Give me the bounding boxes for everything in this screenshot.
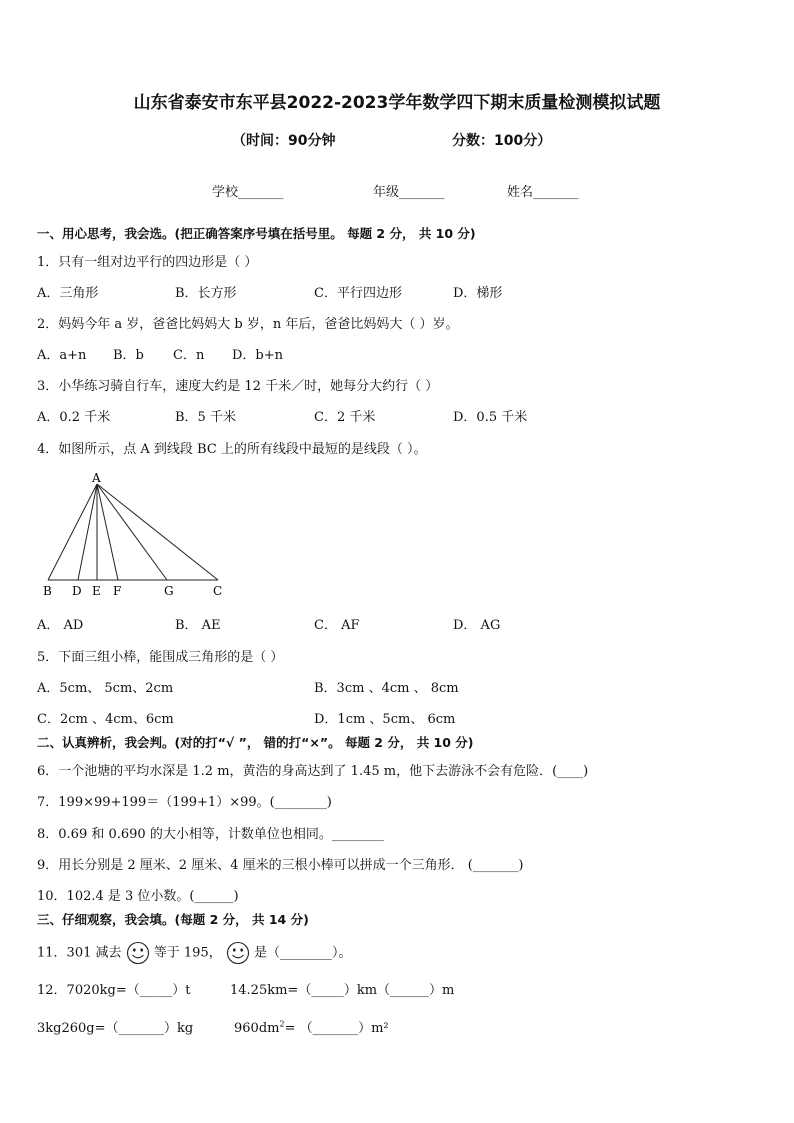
grade-field[interactable]: 年级_______	[373, 185, 445, 200]
q3-option-c[interactable]: C．2 千米	[314, 410, 376, 425]
label-a: A	[92, 471, 101, 485]
q12-part-1: 12．7020kg=（_____）t	[37, 983, 191, 998]
label-b: B	[43, 584, 52, 598]
q12-answer: = （_______）m²	[284, 1021, 389, 1036]
school-field[interactable]: 学校_______	[212, 185, 284, 200]
q12-960dm-sup: 2	[279, 1019, 285, 1029]
question-1: 1．只有一组对边平行的四边形是（ ）	[37, 255, 258, 270]
q4-option-d[interactable]: D． AG	[453, 618, 501, 633]
q5-option-b[interactable]: B．3cm 、4cm 、 8cm	[314, 681, 459, 696]
q12-part-2: 14.25km=（_____）km（______）m	[230, 983, 455, 998]
label-c: C	[213, 584, 223, 598]
question-10: 10．102.4 是 3 位小数。(______)	[37, 889, 239, 904]
question-9: 9．用长分别是 2 厘米、2 厘米、4 厘米的三根小棒可以拼成一个三角形． (_______)	[37, 858, 524, 873]
section2-heading: 二、认真辨析，我会判。(对的打“√ ”， 错的打“×”。 每题 2 分， 共 10 分)	[37, 735, 474, 750]
q12-part-3: 3kg260g=（_______）kg	[37, 1021, 194, 1036]
q12-960dm: 960dm	[234, 1021, 280, 1036]
q3-option-b[interactable]: B．5 千米	[175, 410, 236, 425]
q11-text-middle: 等于 195，	[153, 945, 222, 961]
question-5: 5．下面三组小棒，能围成三角形的是（ ）	[37, 650, 284, 665]
question-8: 8．0.69 和 0.690 的大小相等，计数单位也相同。________	[37, 827, 384, 842]
label-f: F	[113, 584, 122, 598]
q11-text-end: 是（________）。	[254, 945, 352, 961]
q5-option-d[interactable]: D．1cm 、5cm、 6cm	[314, 712, 456, 727]
q5-option-a[interactable]: A．5cm、 5cm、2cm	[37, 681, 174, 696]
q2-option-a[interactable]: A．a+n	[37, 348, 87, 363]
question-4: 4．如图所示，点 A 到线段 BC 上的所有线段中最短的是线段（ ）。	[37, 442, 427, 457]
label-d: D	[72, 584, 82, 598]
name-field[interactable]: 姓名_______	[507, 185, 579, 200]
triangle-figure	[36, 466, 236, 602]
question-2: 2．妈妈今年 a 岁，爸爸比妈妈大 b 岁，n 年后，爸爸比妈妈大（ ）岁。	[37, 317, 459, 332]
q5-option-c[interactable]: C．2cm 、4cm、6cm	[37, 712, 174, 727]
q11-text-start: 11．301 减去	[37, 945, 122, 961]
label-e: E	[92, 584, 101, 598]
q1-option-c[interactable]: C．平行四边形	[314, 286, 402, 301]
exam-title: 山东省泰安市东平县2022-2023学年数学四下期末质量检测模拟试题	[133, 93, 661, 113]
q12-part-4	[234, 1017, 389, 1036]
question-7: 7．199×99+199＝（199+1）×99。(________)	[37, 795, 332, 810]
question-3: 3．小华练习骑自行车，速度大约是 12 千米／时，她每分大约行（ ）	[37, 379, 439, 394]
exam-time: （时间：90分钟	[232, 133, 336, 149]
question-6: 6．一个池塘的平均水深是 1.2 m，黄浩的身高达到了 1.45 m，他下去游泳不会有危险．(____)	[37, 764, 589, 779]
smiley-face-icon	[126, 941, 150, 965]
q2-option-b[interactable]: B．b	[113, 348, 144, 363]
q4-option-a[interactable]: A． AD	[37, 618, 84, 633]
q1-option-a[interactable]: A．三角形	[37, 286, 99, 301]
section3-heading: 三、仔细观察，我会填。(每题 2 分， 共 14 分)	[37, 912, 309, 927]
smiley-face-icon	[226, 941, 250, 965]
q2-option-d[interactable]: D．b+n	[232, 348, 284, 363]
q1-option-b[interactable]: B．长方形	[175, 286, 237, 301]
q2-option-c[interactable]: C．n	[173, 348, 205, 363]
section1-heading: 一、用心思考，我会选。(把正确答案序号填在括号里。 每题 2 分， 共 10 分)	[37, 226, 476, 241]
q4-option-b[interactable]: B． AE	[175, 618, 221, 633]
question-11	[37, 941, 352, 965]
q3-option-d[interactable]: D．0.5 千米	[453, 410, 528, 425]
q3-option-a[interactable]: A．0.2 千米	[37, 410, 111, 425]
exam-score: 分数：100分）	[452, 133, 552, 149]
label-g: G	[164, 584, 174, 598]
q1-option-d[interactable]: D．梯形	[453, 286, 503, 301]
q4-option-c[interactable]: C． AF	[314, 618, 360, 633]
